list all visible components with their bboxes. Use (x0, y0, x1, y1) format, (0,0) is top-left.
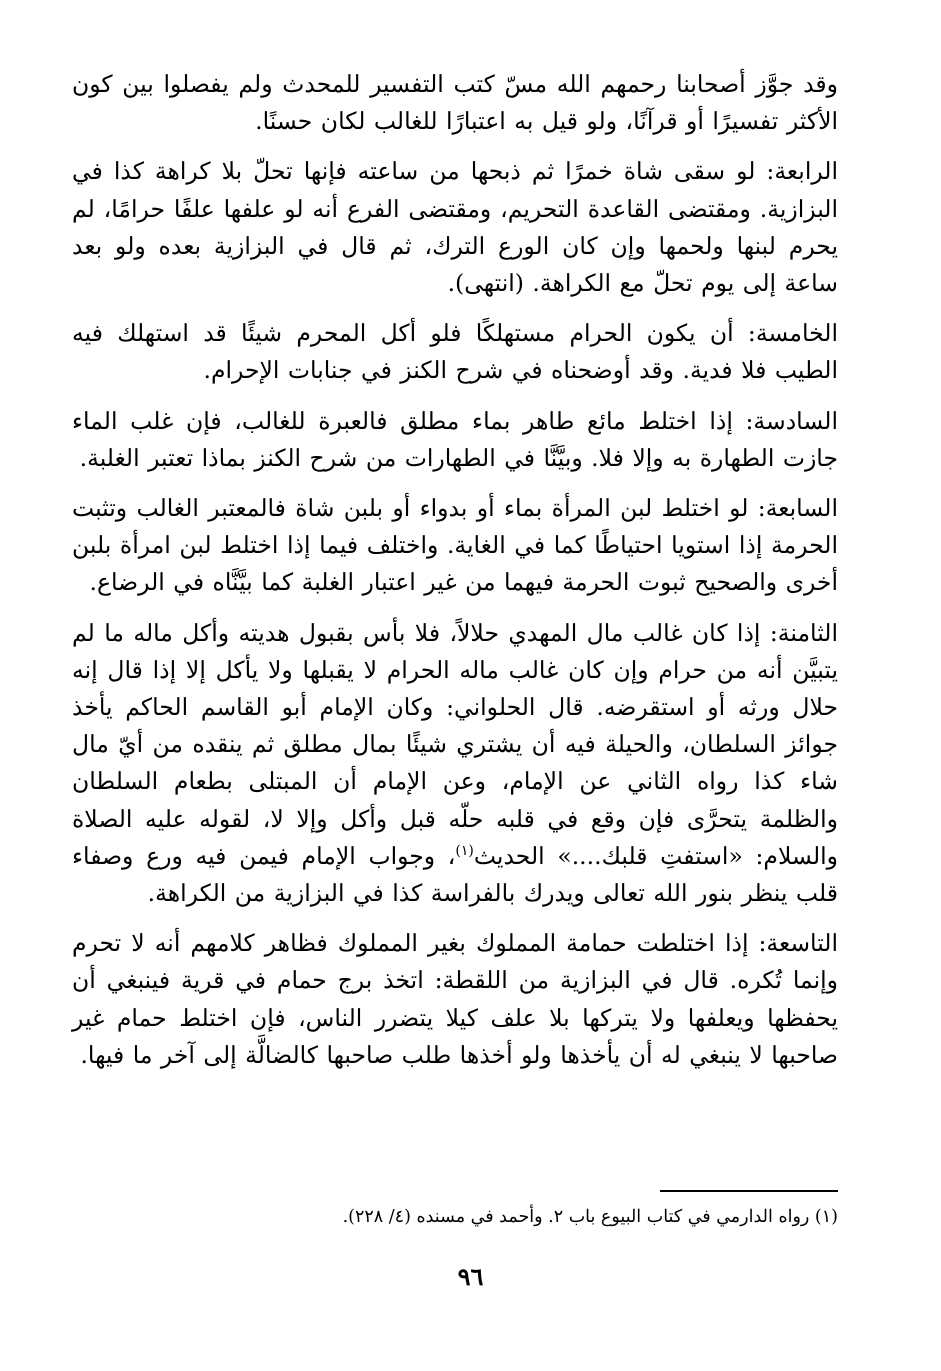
paragraph-rule-7: السابعة: لو اختلط لبن المرأة بماء أو بدواء أو بلبن شاة فالمعتبر الغالب وتثبت الحرمة إذا استويا احتياطًا كما في الغاية. واختلف فيما إذا اختلط لبن امرأة بلبن أخرى والصحيح ثبوت الحرمة فيهما من غير اعتبار الغلبة كما بيَّنَّاه في الرضاع. (72, 494, 838, 597)
paragraph-rule-4: الرابعة: لو سقى شاة خمرًا ثم ذبحها من ساعته فإنها تحلّ بلا كراهة كذا في البزازية. ومقتضى القاعدة التحريم، ومقتضى الفرع أنه لو علفها علفًا حرامًا، لم يحرم لبنها ولحمها وإن كان الورع الترك، ثم قال في البزازية بعده ولو بعد ساعة إلى يوم تحلّ مع الكراهة. (انتهى). (72, 157, 838, 298)
footnote-marker: (١) (455, 843, 474, 860)
paragraph-rule-8-text: الثامنة: إذا كان غالب مال المهدي حلالاً، فلا بأس بقبول هديته وأكل ماله ما لم يتبيَّن أنه من حرام وإن كان غالب ماله الحرام لا يقبلها ولا يأكل إلا إذا قال إنه حلال ورثه أو استقرضه. قال الحلواني: وكان الإمام أبو القاسم الحاكم يأخذ جوائز السلطان، والحيلة فيه أن يشتري شيئًا بمال مطلق ثم ينقده من أيّ مال شاء كذا رواه الثاني عن الإمام، وعن الإمام أن المبتلى بطعام السلطان والظلمة يتحرَّى فإن وقع في قلبه حلّه قبل وأكل وإلا لا، لقوله عليه الصلاة والسلام: «استفتِ قلبك....» الحديث (72, 618, 838, 870)
paragraph-rule-8 (72, 615, 838, 913)
paragraph-rule-6: السادسة: إذا اختلط مائع طاهر بماء مطلق فالعبرة للغالب، فإن غلب الماء جازت الطهارة به وإلا فلا. وبيَّنَّا في الطهارات من شرح الكنز بماذا تعتبر الغلبة. (72, 406, 838, 472)
paragraph-rule-5: الخامسة: أن يكون الحرام مستهلكًا فلو أكل المحرم شيئًا قد استهلك فيه الطيب فلا فدية. وقد أوضحناه في شرح الكنز في جنابات الإحرام. (72, 319, 838, 385)
page-body (72, 66, 838, 1087)
paragraph-rule-9: التاسعة: إذا اختلطت حمامة المملوك بغير المملوك فظاهر كلامهم أنه لا تحرم وإنما تُكره. قال في البزازية من اللقطة: اتخذ برج حمام في قرية فينبغي أن يحفظها ويعلفها ولا يتركها بلا علف كيلا يتضرر الناس، فإن اختلط حمام غير صاحبها لا ينبغي له أن يأخذها ولو أخذها طلب صاحبها كالضالَّة إلى آخر ما فيها. (72, 929, 838, 1069)
page-number: ٩٦ (457, 1262, 484, 1291)
paragraph-intro: وقد جوَّز أصحابنا رحمهم الله مسّ كتب التفسير للمحدث ولم يفصلوا بين كون الأكثر تفسيرًا أو قرآنًا، ولو قيل به اعتبارًا للغالب لكان حسنًا. (72, 70, 838, 136)
footnote: (١) رواه الدارمي في كتاب البيوع باب ٢. وأحمد في مسنده (٤/ ٢٢٨). (342, 1207, 838, 1227)
paragraph-rule-8-continuation: ، وجواب الإمام فيمن فيه ورع وصفاء قلب ينظر بنور الله تعالى ويدرك بالفراسة كذا في البزازية من الكراهة. (72, 841, 838, 908)
footnote-divider (660, 1190, 838, 1192)
